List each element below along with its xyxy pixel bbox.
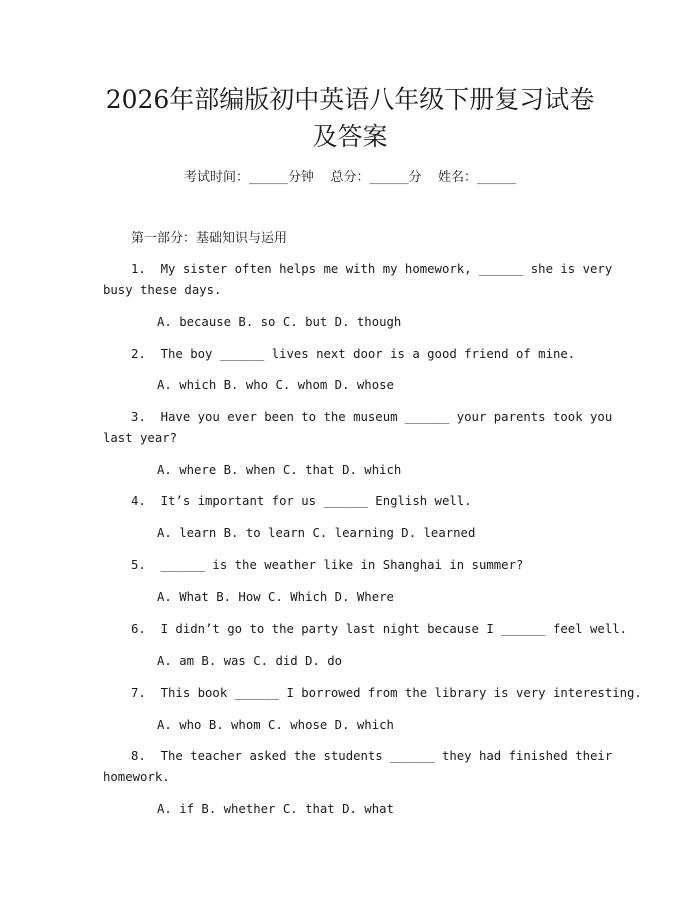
question-1-options: A. because B. so C. but D. though (157, 315, 402, 329)
question-1-text-continued: busy these days. (103, 283, 222, 297)
question-6-text: 6. I didn’t go to the party last night because I ______ feel well. (131, 622, 628, 636)
question-7-options: A. who B. whom C. whose D. which (157, 718, 394, 732)
question-6-options: A. am B. was C. did D. do (157, 654, 343, 668)
question-5-options: A. What B. How C. Which D. Where (157, 590, 394, 604)
question-2-text: 2. The boy ______ lives next door is a good friend of mine. (131, 347, 576, 361)
question-3-text-continued: last year? (103, 431, 178, 445)
section-title: 第一部分：基础知识与运用 (131, 231, 288, 246)
question-8-options: A. if B. whether C. that D. what (157, 802, 394, 816)
question-8-text: 8. The teacher asked the students ______ they had finished their (131, 749, 613, 763)
question-5-text: 5. ______ is the weather like in Shanghai in summer? (131, 558, 524, 572)
question-7-text: 7. This book ______ I borrowed from the library is very interesting. (131, 686, 642, 700)
exam-info: 考试时间：______分钟 总分：______分 姓名：______ (183, 170, 517, 185)
question-8-text-continued: homework. (103, 770, 170, 784)
question-4-text: 4. It’s important for us ______ English well. (131, 494, 472, 508)
question-2-options: A. which B. who C. whom D. whose (157, 378, 394, 392)
document-title: 2026年部编版初中英语八年级下册复习试卷 (105, 85, 595, 114)
question-1-text: 1. My sister often helps me with my homework, ______ she is very (131, 262, 613, 276)
question-4-options: A. learn B. to learn C. learning D. learned (157, 526, 476, 540)
question-3-text: 3. Have you ever been to the museum ______ your parents took you (131, 410, 613, 424)
document-title-continued: 及答案 (312, 122, 388, 151)
question-3-options: A. where B. when C. that D. which (157, 463, 402, 477)
